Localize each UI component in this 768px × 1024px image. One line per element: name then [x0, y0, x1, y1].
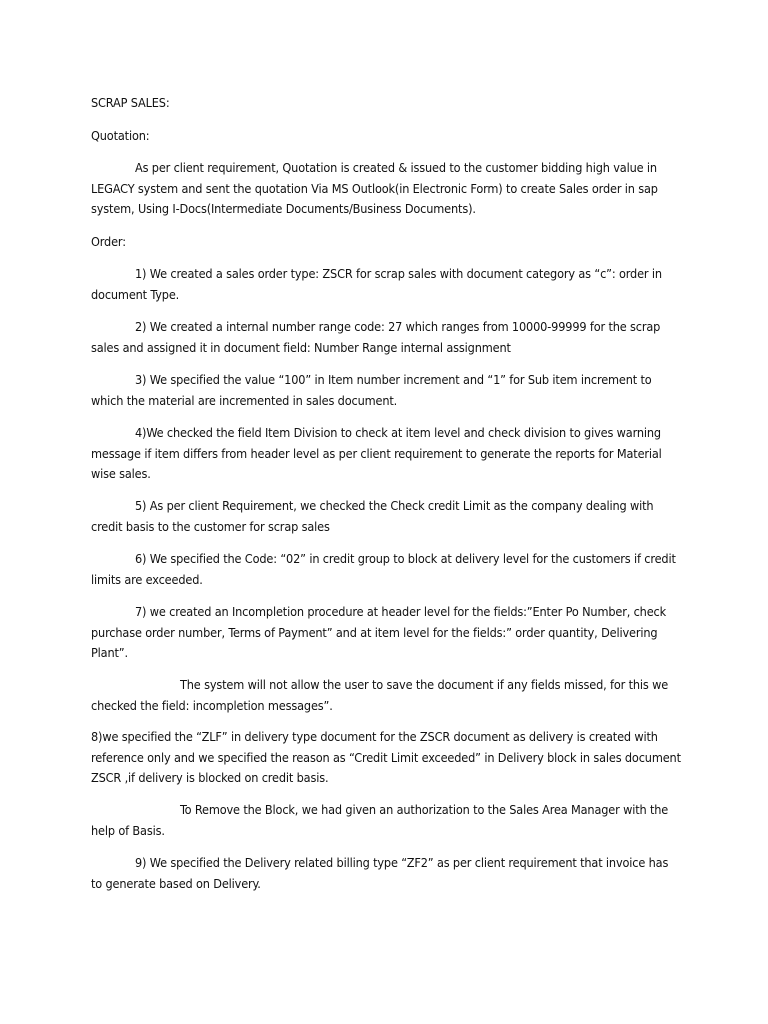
order-heading: Order:: [91, 234, 126, 249]
order-item-7: 7) we created an Incompletion procedure at header level for the fields:”Enter Po Number, check purchase order number, Terms of Payment” and at item level for the fields:” order quantity, Delivering Plant”.: [91, 604, 667, 660]
order-item-1: 1) We created a sales order type: ZSCR for scrap sales with document category as “c”: order in document Type.: [91, 266, 662, 302]
order-item-8: 8)we specified the “ZLF” in delivery type document for the ZSCR document as delivery is created with reference only and we specified the reason as “Credit Limit exceeded” in Delivery block in sales document ZSCR ,if delivery is blocked on credit basis.: [91, 729, 681, 785]
order-item-6: 6) We specified the Code: “02” in credit group to block at delivery level for the customers if credit limits are exceeded.: [91, 551, 676, 587]
order-item-7-note: The system will not allow the user to save the document if any fields missed, for this we checked the field: incompletion messages”.: [91, 677, 669, 713]
document-title: SCRAP SALES:: [91, 95, 170, 110]
order-item-4: 4)We checked the field Item Division to check at item level and check division to gives warning message if item differs from header level as per client requirement to generate the reports for Material wise sales.: [91, 425, 662, 481]
quotation-heading: Quotation:: [91, 128, 150, 143]
order-item-5: 5) As per client Requirement, we checked the Check credit Limit as the company dealing with credit basis to the customer for scrap sales: [91, 498, 654, 534]
order-item-3: 3) We specified the value “100” in Item number increment and “1” for Sub item increment to which the material are incremented in sales document.: [91, 372, 652, 408]
order-item-8-note: To Remove the Block, we had given an authorization to the Sales Area Manager with the help of Basis.: [91, 802, 669, 838]
quotation-paragraph: As per client requirement, Quotation is created & issued to the customer bidding high value in LEGACY system and sent the quotation Via MS Outlook(in Electronic Form) to create Sales order in sap system, Using I-Docs(Intermediate Documents/Business Documents).: [91, 160, 658, 216]
order-item-2: 2) We created a internal number range code: 27 which ranges from 10000-99999 for the scrap sales and assigned it in document field: Number Range internal assignment: [91, 319, 661, 355]
order-item-9: 9) We specified the Delivery related billing type “ZF2” as per client requirement that invoice has to generate based on Delivery.: [91, 855, 669, 891]
